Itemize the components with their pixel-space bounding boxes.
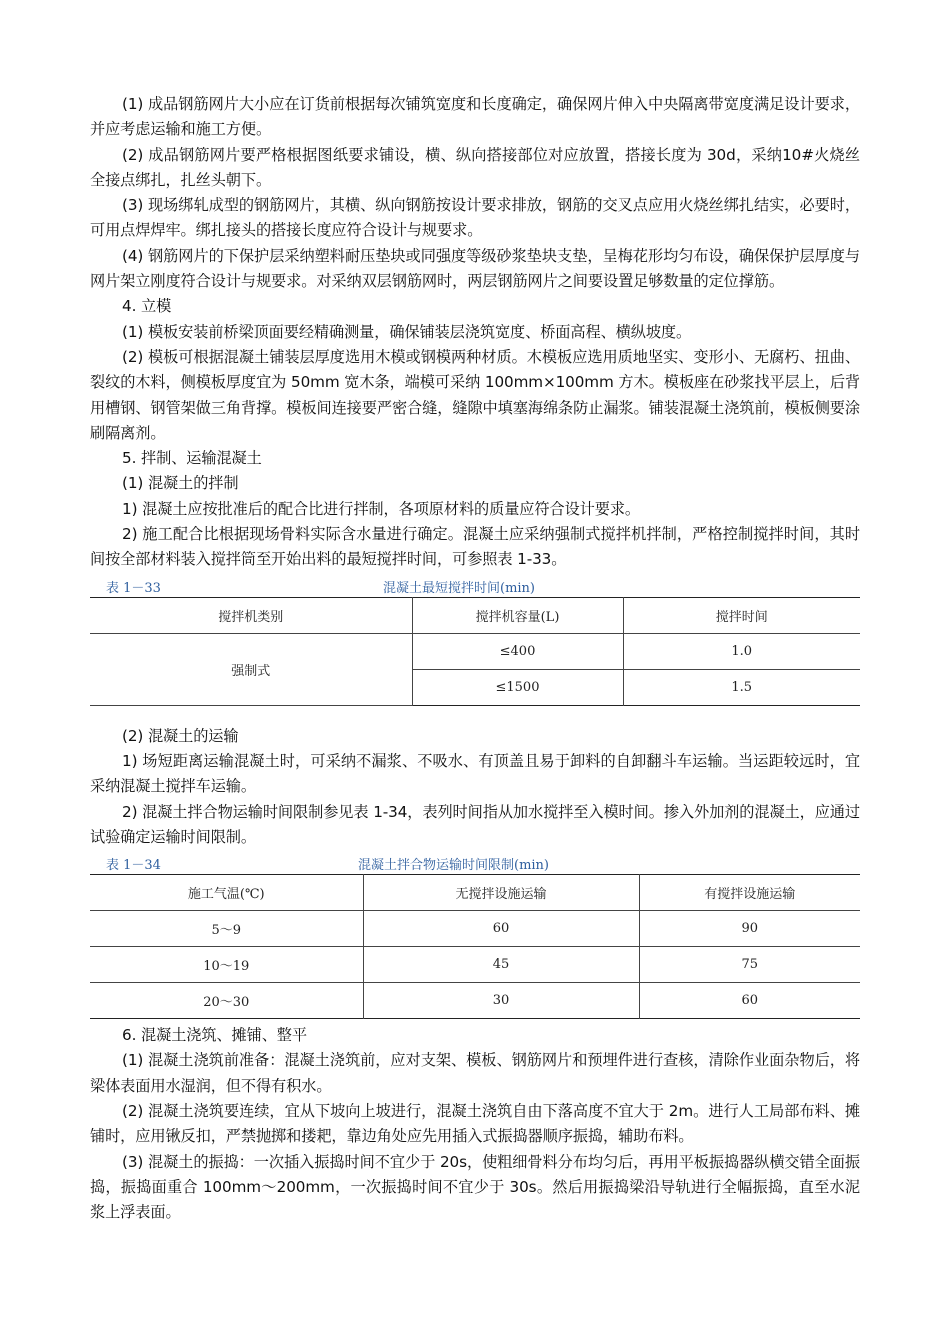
- table-cell: ≤400: [412, 633, 623, 669]
- paragraph: 1) 场短距离运输混凝土时，可采纳不漏浆、不吸水、有顶盖且易于卸料的自卸翻斗车运输。当运距较远时，宜采纳混凝土搅拌车运输。: [90, 751, 860, 796]
- paragraph: (1) 混凝土浇筑前准备：混凝土浇筑前，应对支架、模板、钢筋网片和预埋件进行查核，清除作业面杂物后，将梁体表面用水湿润，但不得有积水。: [90, 1051, 860, 1095]
- paragraph: (2) 成品钢筋网片要严格根据图纸要求铺设，横、纵向搭接部位对应放置，搭接长度为 30d，采纳10#火烧丝全接点绑扎，扎丝头朝下。: [90, 145, 860, 189]
- paragraph: (1) 模板安装前桥梁顶面要经精确测量，确保铺装层浇筑宽度、桥面高程、横纵坡度。: [122, 322, 692, 341]
- table-header: 无搅拌设施运输: [363, 875, 639, 911]
- table-caption: [90, 852, 860, 874]
- section-heading: 5. 拌制、运输混凝土: [122, 449, 262, 468]
- transport-time-table: [90, 874, 860, 1019]
- table-header: 搅拌时间: [623, 597, 860, 633]
- table-cell: 20～30: [90, 983, 363, 1019]
- table-header-row: [90, 875, 860, 911]
- subsection-heading: (2) 混凝土的运输: [122, 726, 239, 745]
- table-row: [90, 633, 860, 669]
- table-header: 搅拌机类别: [90, 597, 412, 633]
- mixing-time-table: [90, 597, 860, 706]
- table-header-row: [90, 597, 860, 633]
- table-title: 混凝土拌合物运输时间限制(min): [358, 858, 550, 874]
- paragraph: (4) 钢筋网片的下保护层采纳塑料耐压垫块或同强度等级砂浆垫块支垫，呈梅花形均匀布设，确保保护层厚度与网片架立刚度符合设计与规要求。对采纳双层钢筋网时，两层钢筋网片之间要设置足够数量的定位撑筋。: [90, 246, 860, 291]
- section-heading: 6. 混凝土浇筑、摊铺、整平: [122, 1026, 307, 1045]
- table-cell: 1.0: [623, 633, 860, 669]
- table-cell: 60: [639, 983, 860, 1019]
- paragraph: 1) 混凝土应按批准后的配合比进行拌制，各项原材料的质量应符合设计要求。: [122, 499, 641, 518]
- table-cell: 10～19: [90, 947, 363, 983]
- table-number: 表 1－33: [106, 580, 161, 596]
- table-row: [90, 983, 860, 1019]
- table-title: 混凝土最短搅拌时间(min): [383, 580, 536, 596]
- paragraph: (3) 混凝土的振捣：一次插入振捣时间不宜少于 20s，使粗细骨料分布均匀后，再用平板振捣器纵横交错全面振捣，振捣面重合 100mm～200mm，一次振捣时间不宜少于 30s。然后用振捣梁沿导轨进行全幅振捣，直至水泥浆上浮表面。: [90, 1152, 860, 1222]
- table-caption: [90, 575, 860, 597]
- table-header: 施工气温(℃): [90, 875, 363, 911]
- table-cell: 45: [363, 947, 639, 983]
- paragraph: 2) 混凝土拌合物运输时间限制参见表 1-34，表列时间指从加水搅拌至入模时间。掺入外加剂的混凝土，应通过试验确定运输时间限制。: [90, 802, 860, 846]
- table-cell: 75: [639, 947, 860, 983]
- table-cell: 1.5: [623, 669, 860, 705]
- section-heading: 4. 立模: [122, 297, 172, 316]
- paragraph: (2) 模板可根据混凝土铺装层厚度选用木模或钢模两种材质。木模板应选用质地坚实、变形小、无腐朽、扭曲、裂纹的木料，侧模板厚度宜为 50mm 宽木条，端模可采纳 100mm×100mm 方木。模板座在砂浆找平层上，后背用槽钢、钢管架做三角背撑。模板间连接要严密合缝，缝隙中填塞海绵条防止漏浆。铺装混凝土浇筑前，模板侧要涂刷隔离剂。: [90, 347, 860, 442]
- paragraph: 2) 施工配合比根据现场骨料实际含水量进行确定。混凝土应采纳强制式搅拌机拌制，严格控制搅拌时间，其时间按全部材料装入搅拌筒至开始出料的最短搅拌时间，可参照表 1-33。: [90, 525, 860, 569]
- table-row: [90, 947, 860, 983]
- table-cell: ≤1500: [412, 669, 623, 705]
- table-header: 搅拌机容量(L): [412, 597, 623, 633]
- table-row: [90, 911, 860, 947]
- document-page: [90, 92, 860, 1226]
- table-cell: 90: [639, 911, 860, 947]
- paragraph: (3) 现场绑轧成型的钢筋网片，其横、纵向钢筋按设计要求排放，钢筋的交叉点应用火烧丝绑扎结实，必要时，可用点焊焊牢。绑扎接头的搭接长度应符合设计与规要求。: [90, 196, 860, 240]
- subsection-heading: (1) 混凝土的拌制: [122, 474, 239, 493]
- table-cell: 5～9: [90, 911, 363, 947]
- table-cell: 30: [363, 983, 639, 1019]
- table-cell: 强制式: [90, 633, 412, 705]
- table-number: 表 1－34: [106, 858, 161, 874]
- paragraph: (2) 混凝土浇筑要连续，宜从下坡向上坡进行，混凝土浇筑自由下落高度不宜大于 2m。进行人工局部布料、摊铺时，应用锹反扣，严禁抛掷和搂耙，靠边角处应先用插入式振捣器顺序振捣，辅助布料。: [90, 1102, 860, 1146]
- table-header: 有搅拌设施运输: [639, 875, 860, 911]
- paragraph: (1) 成品钢筋网片大小应在订货前根据每次铺筑宽度和长度确定，确保网片伸入中央隔离带宽度满足设计要求，并应考虑运输和施工方便。: [90, 95, 860, 139]
- table-cell: 60: [363, 911, 639, 947]
